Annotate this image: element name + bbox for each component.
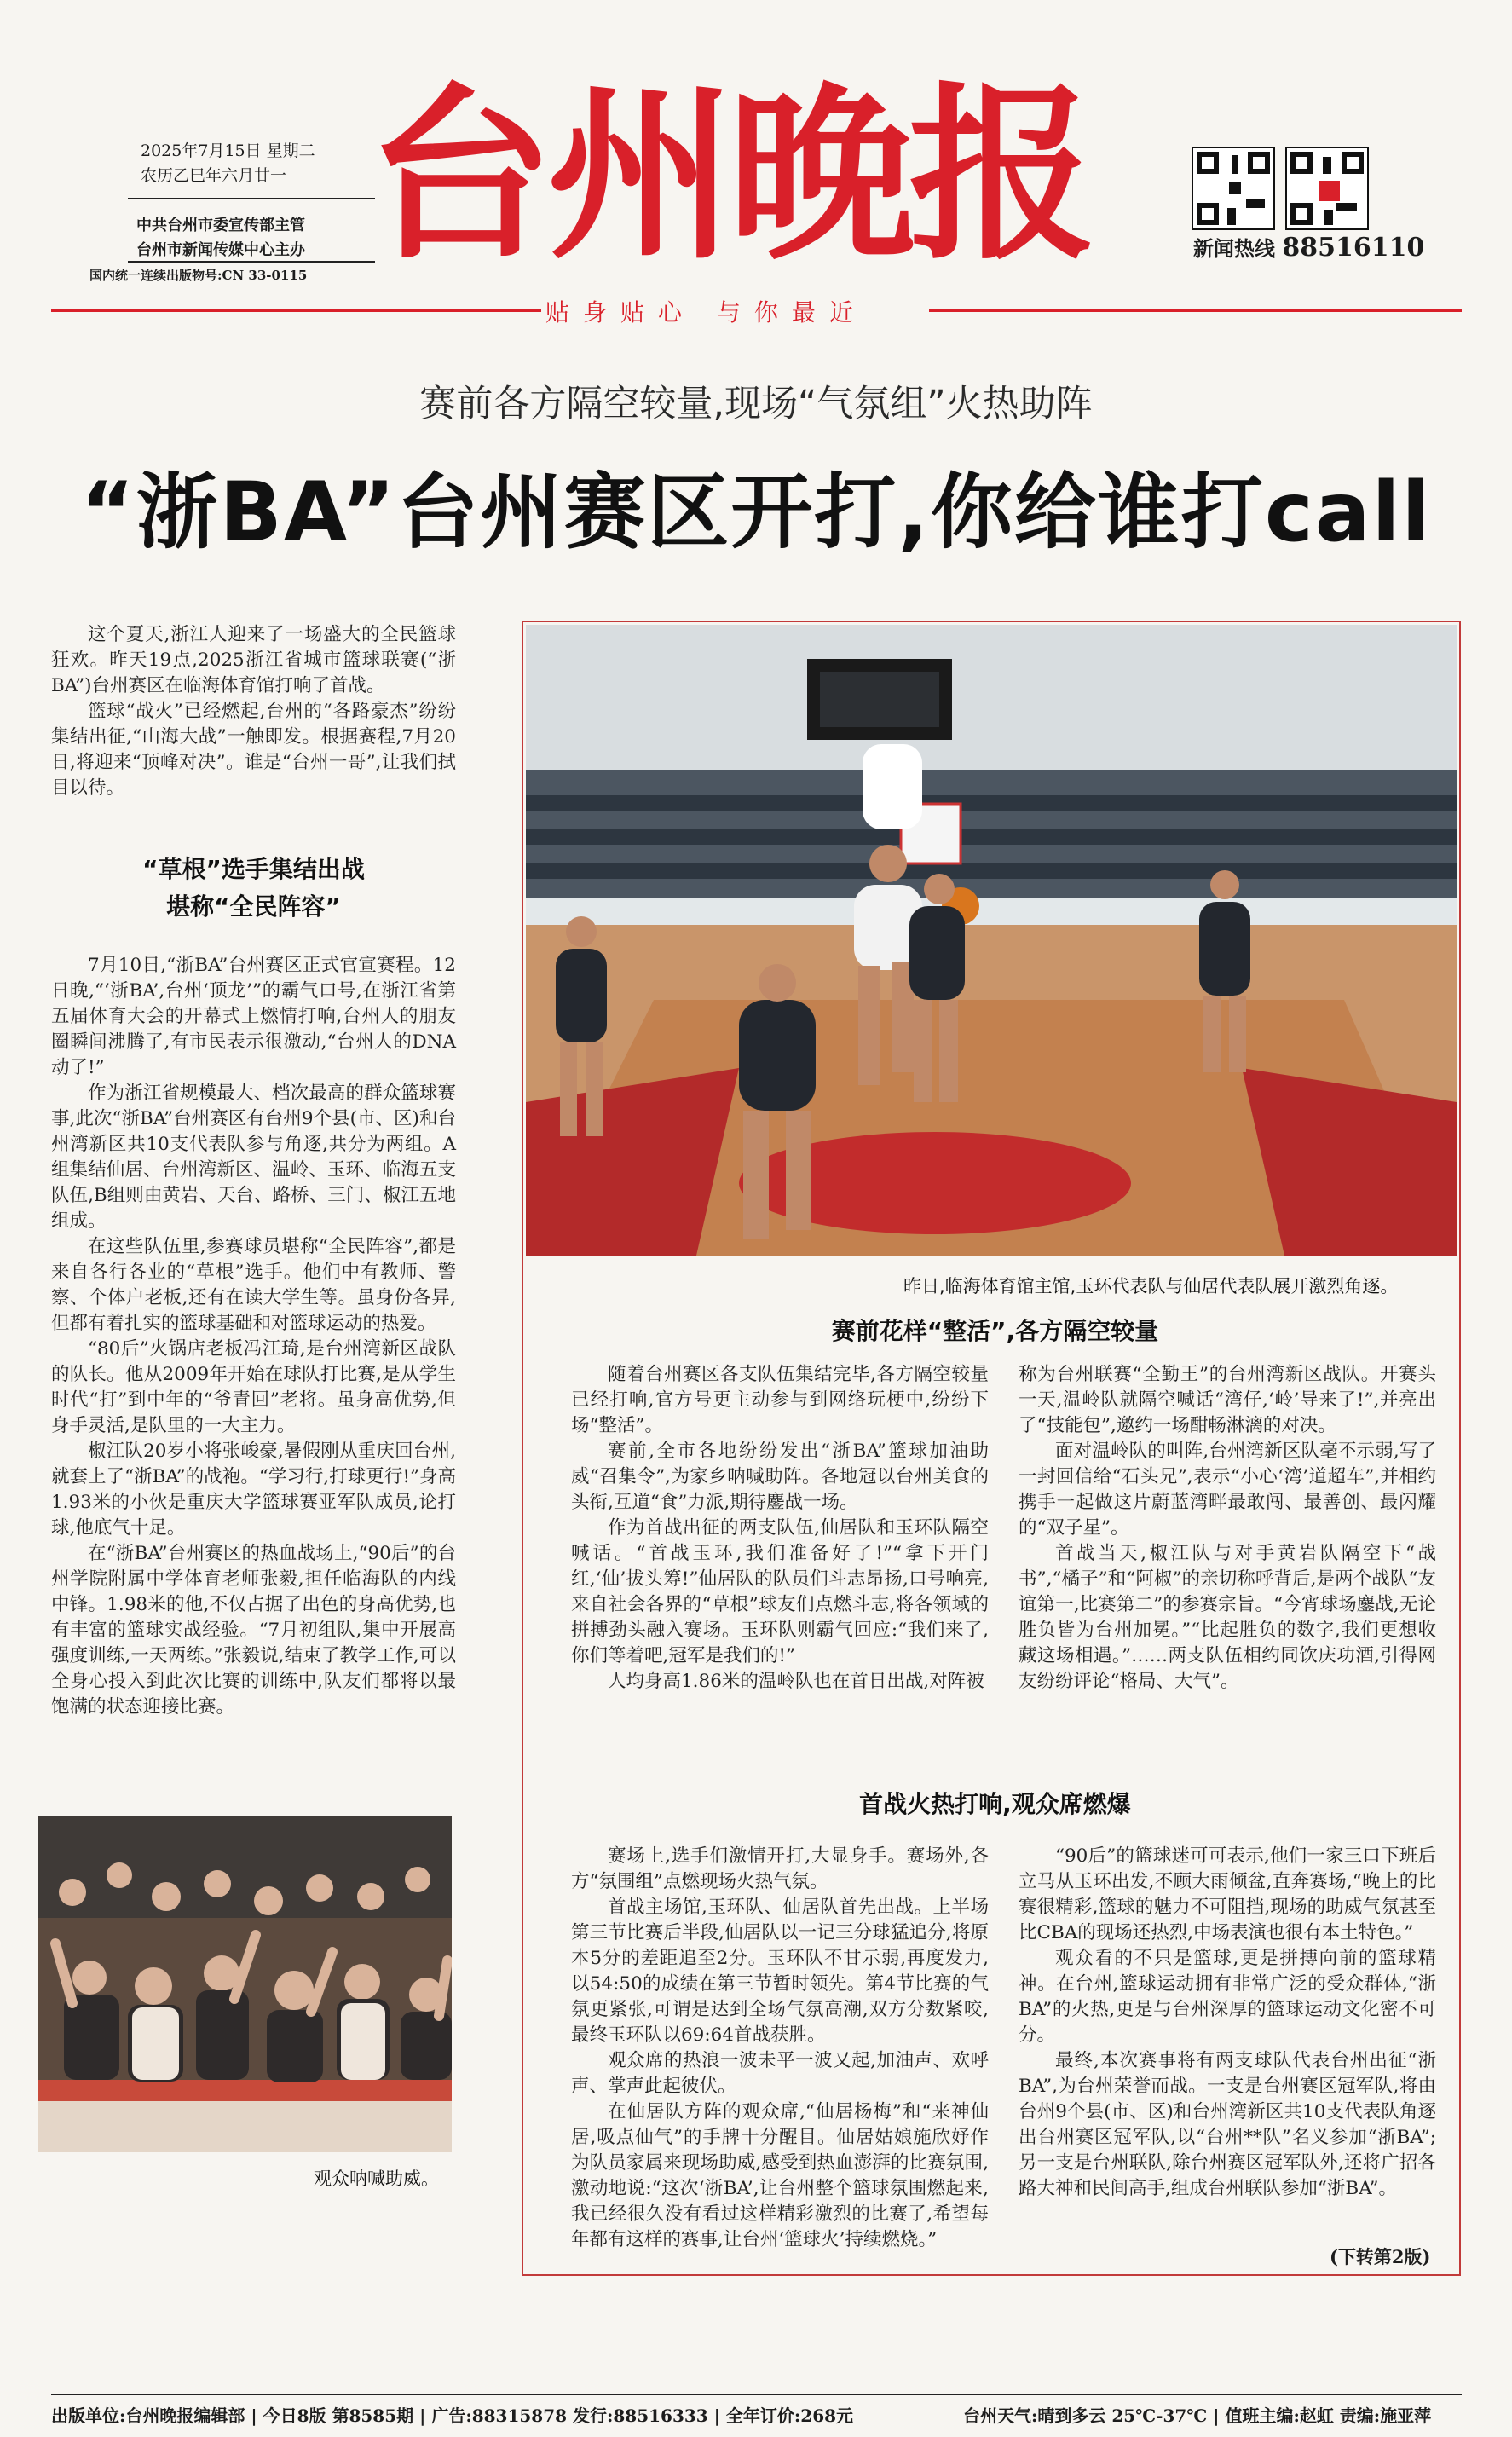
newspaper-logo: 台州晚报 bbox=[366, 64, 1090, 285]
body-paragraph: 椒江队20岁小将张峻豪,暑假刚从重庆回台州,就套上了“浙BA”的战袍。“学习行,打球更行!”身高1.93米的小伙是重庆大学篮球赛亚军队成员,论打球,他底气十足。 bbox=[51, 1441, 456, 1539]
body-paragraph: 首战当天,椒江队与对手黄岩队隔空下“战书”,“橘子”和“阿椒”的亲切称呼背后,是两个战队“友谊第一,比赛第二”的参赛宗旨。“今宵球场鏖战,无论胜负皆为台州加冕。”“比起胜负的数字,我们更想收藏这场相遇。”……两支队伍相约同饮庆功酒,引得网友纷纷评论“格局、大气”。 bbox=[1019, 1543, 1436, 1692]
intro-text bbox=[51, 622, 456, 801]
section-2-title: 赛前花样“整活”,各方隔空较量 bbox=[831, 1317, 1159, 1345]
body-paragraph: 7月10日,“浙BA”台州赛区正式官宣赛程。12日晚,“‘浙BA’,台州‘顶龙’”的霸气口号,在浙江省第五届体育大会的开幕式上燃情打响,台州人的朋友圈瞬间沸腾了,有市民表示很激动,“台州人的DNA动了!” bbox=[51, 955, 456, 1078]
body-paragraph: 观众看的不只是篮球,更是拼搏向前的篮球精神。在台州,篮球运动拥有非常广泛的受众群体,“浙BA”的火热,更是与台州深厚的篮球运动文化密不可分。 bbox=[1019, 1948, 1436, 2046]
continued-note: (下转第2版) bbox=[1330, 2246, 1431, 2267]
body-paragraph: 观众席的热浪一波未平一波又起,加油声、欢呼声、掌声此起彼伏。 bbox=[571, 2050, 989, 2097]
body-paragraph: “80后”火锅店老板冯江琦,是台州湾新区战队的队长。他从2009年开始在球队打比赛,是从学生时代“打”到中年的“爷青回”老将。虽身高优势,但身手灵活,是队里的一大主力。 bbox=[51, 1338, 456, 1436]
footer-weather-editor: 台州天气:晴到多云 25℃-37℃ | 值班主编:赵虹 责编:施亚萍 bbox=[963, 2405, 1432, 2426]
footer-rule bbox=[51, 2394, 1462, 2395]
intro-paragraph: 这个夏天,浙江人迎来了一场盛大的全民篮球狂欢。昨天19点,2025浙江省城市篮球联赛(“浙BA”)台州赛区在临海体育馆打响了首战。 bbox=[51, 624, 456, 696]
slogan-rule-right bbox=[929, 309, 1462, 312]
hotline-label: 新闻热线 bbox=[1193, 236, 1275, 261]
publication-number: 国内统一连续出版物号:CN 33-0115 bbox=[89, 268, 308, 283]
date-text: 2025年7月15日 星期二 bbox=[141, 141, 315, 160]
body-paragraph: 在“浙BA”台州赛区的热血战场上,“90后”的台州学院附属中学体育老师张毅,担任临海队的内线中锋。1.98米的他,不仅占据了出色的身高优势,也有丰富的篮球实战经验。“7月初组队,集中开展高强度训练,一天两练。”张毅说,结束了教学工作,可以全身心投入到此次比赛的训练中,队友们都将以最饱满的状态迎接比赛。 bbox=[51, 1543, 456, 1718]
qr-code-app[interactable] bbox=[1192, 147, 1275, 230]
body-paragraph: 赛场上,选手们激情开打,大显身手。赛场外,各方“氛围组”点燃现场火热气氛。 bbox=[571, 1845, 989, 1892]
audience-photo bbox=[38, 1816, 452, 2152]
masthead-divider bbox=[128, 198, 375, 199]
sponsor-line-1: 中共台州市委宣传部主管 bbox=[136, 217, 305, 234]
sponsor-line-2: 台州市新闻传媒中心主办 bbox=[136, 241, 305, 259]
audience-photo-caption: 观众呐喊助威。 bbox=[314, 2168, 439, 2189]
issue-date bbox=[141, 139, 371, 188]
intro-paragraph: 篮球“战火”已经燃起,台州的“各路豪杰”纷纷集结出征,“山海大战”一触即发。根据赛程,7月20日,将迎来“顶峰对决”。谁是“台州一哥”,让我们拭目以待。 bbox=[51, 701, 456, 799]
body-paragraph: 面对温岭队的叫阵,台州湾新区队毫不示弱,写了一封回信给“石头兄”,表示“小心‘湾’道超车”,并相约携手一起做这片蔚蓝湾畔最敢闯、最善创、最闪耀的“双子星”。 bbox=[1019, 1441, 1436, 1539]
body-paragraph: 作为首战出征的两支队伍,仙居队和玉环队隔空喊话。“首战玉环,我们准备好了!”“拿下开门红,‘仙’拔头筹!”仙居队的队员们斗志昂扬,口号响亮,来自社会各界的“草根”球友们点燃斗志,将各领域的拼搏劲头融入赛场。玉环队则霸气回应:“我们来了,你们等着吧,冠军是我们的!” bbox=[571, 1517, 989, 1666]
body-paragraph: 人均身高1.86米的温岭队也在首日出战,对阵被 bbox=[608, 1671, 984, 1692]
section-1-body bbox=[51, 953, 456, 1720]
body-paragraph: 首战主场馆,玉环队、仙居队首先出战。上半场第三节比赛后半段,仙居队以一记三分球猛追分,将原本5分的差距追至2分。玉环队不甘示弱,再度发力,以54:50的成绩在第三节暂时领先。第4节比赛的气氛更紧张,可谓是达到全场气氛高潮,双方分数紧咬,最终玉环队以69:64首战获胜。 bbox=[571, 1897, 989, 2046]
section-2-body-col-1 bbox=[571, 1362, 989, 1695]
lunar-date-text: 农历乙巳年六月廿一 bbox=[141, 166, 287, 185]
section-1-title-line-1: “草根”选手集结出战 bbox=[142, 855, 365, 883]
section-1-title bbox=[51, 851, 456, 926]
body-paragraph: 称为台州联赛“全勤王”的台州湾新区战队。开赛头一天,温岭队就隔空喊话“湾仔,‘岭’导来了!”,并亮出了“技能包”,邀约一场酣畅淋漓的对决。 bbox=[1019, 1364, 1436, 1436]
body-paragraph: 最终,本次赛事将有两支球队代表台州出征“浙BA”,为台州荣誉而战。一支是台州赛区冠军队,将由台州9个县(市、区)和台州湾新区共10支代表队角逐出台州赛区冠军队,以“台州**队”名义参加“浙BA”;另一支是台州联队,除台州赛区冠军队外,还将广招各路大神和民间高手,组成台州联队参加“浙BA”。 bbox=[1019, 2050, 1436, 2199]
sponsor-info bbox=[136, 213, 375, 263]
body-paragraph: 在这些队伍里,参赛球员堪称“全民阵容”,都是来自各行各业的“草根”选手。他们中有教师、警察、个体户老板,还有在读大学生等。虽身份各异,但都有着扎实的篮球基础和对篮球运动的热爱。 bbox=[51, 1236, 456, 1334]
kicker-headline: 赛前各方隔空较量,现场“气氛组”火热助阵 bbox=[419, 383, 1093, 425]
news-hotline bbox=[1193, 232, 1424, 263]
section-3-body-col-2 bbox=[1019, 1844, 1436, 2202]
section-1-title-line-2: 堪称“全民阵容” bbox=[166, 892, 341, 921]
body-paragraph: 作为浙江省规模最大、档次最高的群众篮球赛事,此次“浙BA”台州赛区有台州9个县(市、区)和台州湾新区共10支代表队参与角逐,共分为两组。A组集结仙居、台州湾新区、温岭、玉环、临海五支队伍,B组则由黄岩、天台、路桥、三门、椒江五地组成。 bbox=[51, 1083, 456, 1232]
main-headline: “浙BA”台州赛区开打,你给谁打call bbox=[80, 465, 1432, 560]
section-2-body-col-2 bbox=[1019, 1362, 1436, 1695]
masthead-divider bbox=[128, 261, 375, 263]
qr-code-wechat[interactable] bbox=[1285, 147, 1369, 230]
body-paragraph: 随着台州赛区各支队伍集结完毕,各方隔空较量已经打响,官方号更主动参与到网络玩梗中,纷纷下场“整活”。 bbox=[571, 1364, 989, 1436]
section-3-body-col-1 bbox=[571, 1844, 989, 2253]
slogan: 贴身贴心 与你最近 bbox=[545, 298, 867, 326]
body-paragraph: 在仙居队方阵的观众席,“仙居杨梅”和“来神仙居,吸点仙气”的手牌十分醒目。仙居姑娘施欣妤作为队员家属来现场助威,感受到热血澎湃的比赛氛围,激动地说:“这次‘浙BA’,让台州整个篮球氛围燃起来,我已经很久没有看过这样精彩激烈的比赛了,希望每年都有这样的赛事,让台州‘篮球火’持续燃烧。” bbox=[571, 2101, 989, 2250]
game-photo bbox=[526, 625, 1457, 1256]
game-photo-caption: 昨日,临海体育馆主馆,玉环代表队与仙居代表队展开激烈角逐。 bbox=[903, 1276, 1399, 1296]
body-paragraph: “90后”的篮球迷可可表示,他们一家三口下班后立马从玉环出发,不顾大雨倾盆,直奔赛场,“晚上的比赛很精彩,篮球的魅力不可阻挡,现场的助威气氛甚至比CBA的现场还热烈,中场表演也很有本土特色。” bbox=[1019, 1845, 1436, 1943]
footer-publisher-info: 出版单位:台州晚报编辑部 | 今日8版 第8585期 | 广告:88315878 发行:88516333 | 全年订价:268元 bbox=[51, 2405, 854, 2426]
hotline-number: 88516110 bbox=[1282, 233, 1425, 263]
body-paragraph: 赛前,全市各地纷纷发出“浙BA”篮球加油助威“召集令”,为家乡呐喊助阵。各地冠以台州美食的头衔,互道“食”力派,期待鏖战一场。 bbox=[571, 1441, 989, 1513]
section-3-title: 首战火热打响,观众席燃爆 bbox=[859, 1790, 1131, 1818]
slogan-rule-left bbox=[51, 309, 541, 312]
